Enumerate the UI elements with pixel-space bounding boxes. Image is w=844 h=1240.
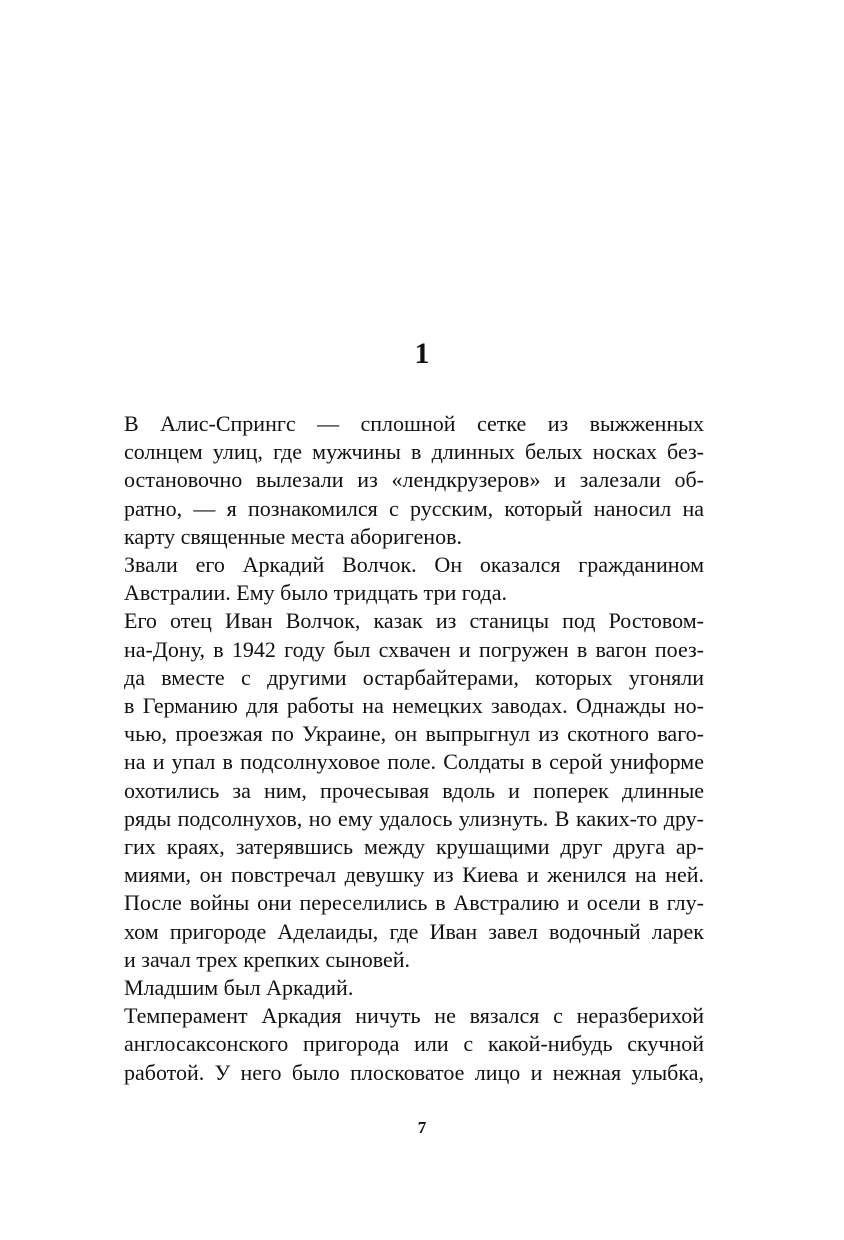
text-line: и зачал трех крепких сыновей.	[124, 946, 411, 972]
text-line: Австралии. Ему было тридцать три года.	[124, 580, 508, 606]
text-line: Младшим был Аркадий.	[124, 975, 354, 1001]
paragraph	[94, 974, 704, 1002]
text-line: миями, он повстречал девушку из Киева и женился на ней.	[124, 862, 704, 888]
text-line: охотились за ним, прочесывая вдоль и поперек длинные	[124, 777, 704, 803]
text-line: ряды подсолнухов, но ему удалось улизнуть. В каких-то дру-	[124, 805, 704, 831]
text-line: В Алис-Спрингс — сплошной сетке из выжженных	[124, 411, 704, 436]
text-line: на и упал в подсолнуховое поле. Солдаты в серой униформе	[124, 749, 704, 775]
text-line: чью, проезжая по Украине, он выпрыгнул из скотного ваго-	[124, 721, 704, 747]
body-text	[94, 410, 704, 1087]
paragraph	[94, 551, 704, 607]
text-line: гих краях, затерявшись между крушащими друг друга ар-	[124, 834, 704, 860]
text-line: карту священные места аборигенов.	[124, 523, 462, 549]
text-line: остановочно вылезали из «лендкрузеров» и залезали об-	[124, 467, 704, 493]
text-line: Его отец Иван Волчок, казак из станицы под Ростовом-	[124, 608, 704, 634]
text-line: англосаксонского пригорода или с какой-нибудь скучной	[124, 1031, 704, 1057]
text-line: да вместе с другими остарбайтерами, которых угоняли	[124, 664, 704, 690]
text-line: на-Дону, в 1942 году был схвачен и погружен в вагон поез-	[124, 636, 704, 662]
page-number: 7	[417, 1118, 427, 1137]
text-line: После войны они переселились в Австралию и осели в глу-	[124, 890, 704, 916]
text-line: солнцем улиц, где мужчины в длинных белых носках без-	[124, 439, 704, 465]
paragraph	[94, 1002, 704, 1087]
text-line: Темперамент Аркадия ничуть не вязался с неразберихой	[124, 1003, 704, 1029]
text-line: хом пригороде Аделаиды, где Иван завел водочный ларек	[124, 918, 704, 944]
text-line: работой. У него было плосковатое лицо и нежная улыбка,	[124, 1059, 704, 1085]
text-line: Звали его Аркадий Волчок. Он оказался гражданином	[124, 552, 704, 578]
text-line: в Германию для работы на немецких заводах. Однажды но-	[124, 693, 704, 719]
paragraph	[94, 410, 704, 551]
chapter-number: 1	[414, 337, 430, 370]
paragraph	[94, 607, 704, 974]
text-line: ратно, — я познакомился с русским, который наносил на	[124, 495, 704, 521]
